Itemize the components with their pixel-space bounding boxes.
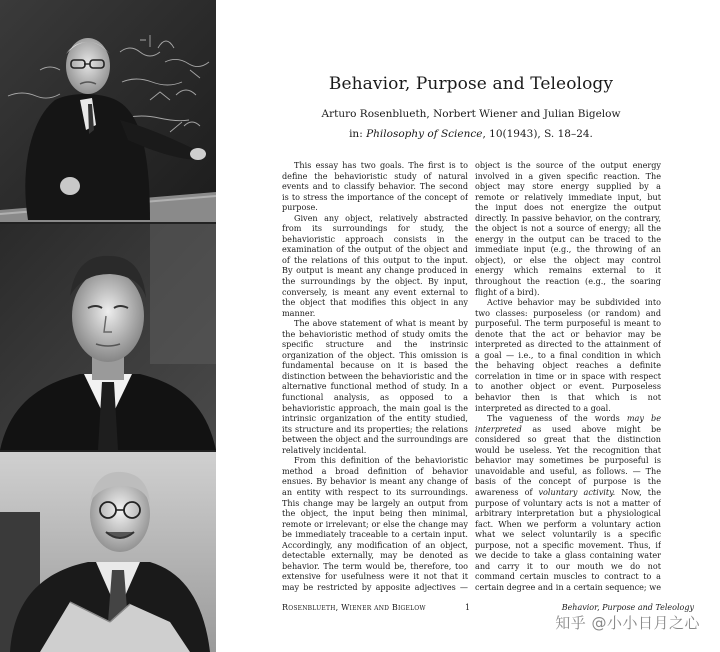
page-number: 1 <box>465 603 471 612</box>
paper-authors: Arturo Rosenblueth, Norbert Wiener and Julian Bigelow <box>321 108 621 120</box>
citation-volume: , 10(1943), S. 18–24. <box>482 128 593 140</box>
footer-title: Behavior, Purpose and Teleology <box>561 603 694 612</box>
paper-citation <box>222 128 720 140</box>
text-run: as used above might be considered so great that the distinction would be useless. Yet the recognition that behavior may sometimes be purposeful is unavoidable and useful, as follows. — The basis of the concept of purpose is the awareness of <box>475 423 661 497</box>
text-run: The vagueness of the words <box>487 413 627 424</box>
portrait-lecturer-at-blackboard <box>0 0 216 222</box>
emphasis: voluntary activity. <box>538 486 616 497</box>
portrait-image-1 <box>0 0 216 222</box>
portrait-column <box>0 0 216 652</box>
paragraph: Given any object, relatively abstracted from its surroundings for study, the behavioristic approach consists in the examination of the output of the object and of the relations of this output to the input. By output is meant any change produced in the surroundings by the object. By input, conversely, is meant any event external to the object that modifies this object in any manner. <box>282 212 468 318</box>
paragraph: object is the source of the output energy involved in a given specific reaction. The object may store energy supplied by a remote or relatively immediate input, but the input does not energize the output directly. In passive behavior, on the contrary, the object is not a source of energy; all the energy in the output can be traced to the immediate input (e.g., the throwing of an object), or else the object may control energy which remains external to it throughout the reaction (e.g., the soaring flight of a bird). <box>475 160 661 297</box>
footer-authors: Rosenblueth, Wiener and Bigelow <box>282 603 426 612</box>
emphasis: may be interpreted <box>475 413 661 434</box>
citation-journal: Philosophy of Science <box>366 128 483 140</box>
paragraph: From this definition of the behavioristic method a broad definition of behavior ensues. By behavior is meant any change of an entity with respect to its surroundings. This change may be largely an output from the object, the input being then minimal, remote or irrelevant; or else the change may be immediately traceable to a certain input. Accordingly, any modification of an object, detectable externally, may be denoted as behavior. The term would be, therefore, too extensive for usefulness were it not that it may be restricted by apposite adjectives — <box>282 455 468 592</box>
paragraph <box>475 413 661 592</box>
paper-page <box>222 0 720 652</box>
citation-prefix: in: <box>349 128 367 140</box>
portrait-smiling-man-glasses <box>0 452 216 652</box>
portrait-image-2 <box>0 224 216 450</box>
left-column <box>282 160 468 592</box>
portrait-image-3 <box>0 452 216 652</box>
text-run: Now, the purpose of voluntary acts is not a matter of arbitrary interpretation but a physiological fact. When we perform a voluntary action what we select voluntarily is a specific purpose, not a specific movement. Thus, if we decide to take a glass containing water and carry it to our mouth we do not command certain muscles to contract to a certain degree and in a certain sequence; we <box>475 486 661 592</box>
portrait-man-dark-suit <box>0 224 216 450</box>
paragraph: This essay has two goals. The first is to define the behavioristic study of natural events and to classify behavior. The second is to stress the importance of the concept of purpose. <box>282 160 468 213</box>
right-column <box>475 160 661 592</box>
paragraph: Active behavior may be subdivided into two classes: purposeless (or random) and purposeful. The term purposeful is meant to denote that the act or behavior may be interpreted as directed to the attainment of a goal — i.e., to a final condition in which the behaving object reaches a definite correlation in time or in space with respect to another object or event. Purposeless behavior then is that which is not interpreted as directed to a goal. <box>475 297 661 413</box>
watermark-text: 知乎 @小小日月之心 <box>555 614 700 632</box>
paragraph: The above statement of what is meant by the behavioristic method of study omits the specific structure and the instrinsic organization of the object. This omission is fundamental because on it is based the distinction between the behavioristic and the alternative functional method of study. In a functional analysis, as opposed to a behavioristic approach, the main goal is the intrinsic organization of the entity studied, its structure and its properties; the relations between the object and the surroundings are relatively incidental. <box>282 318 468 455</box>
paper-title: Behavior, Purpose and Teleology <box>328 74 614 94</box>
